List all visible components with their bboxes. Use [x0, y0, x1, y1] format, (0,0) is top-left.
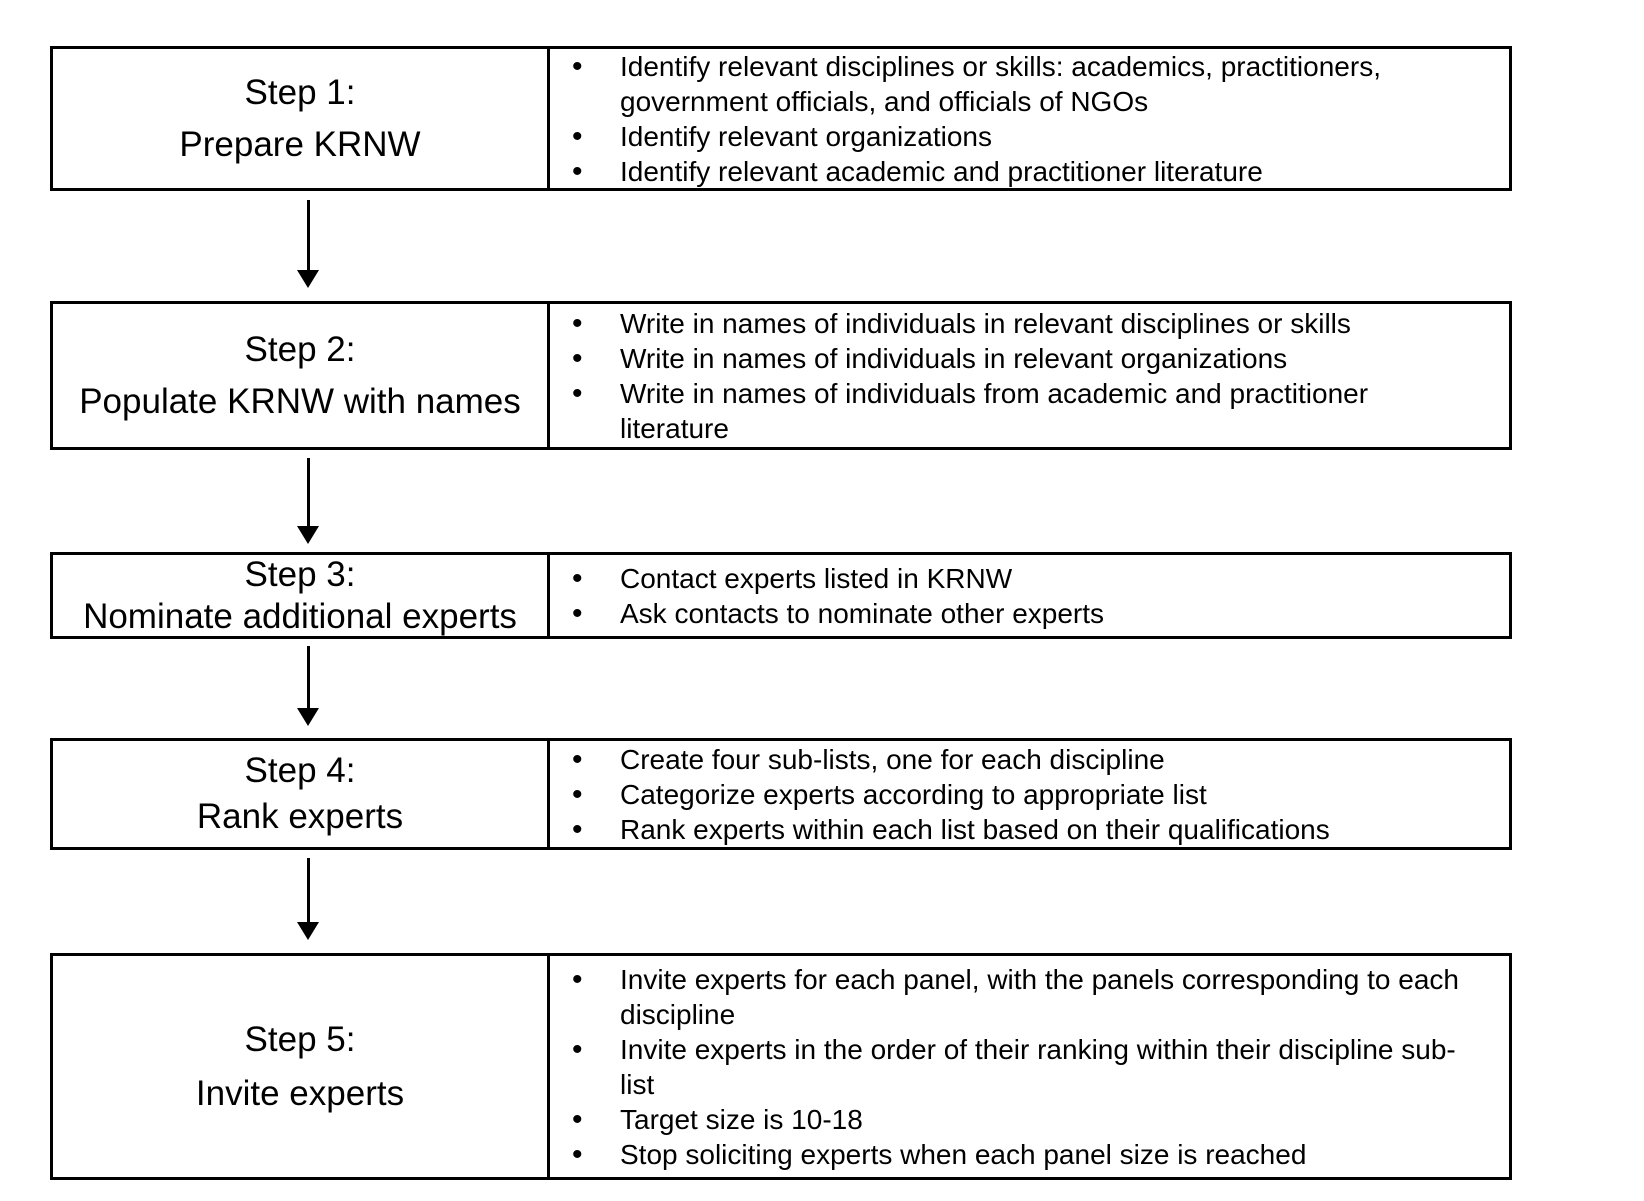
step-3-title: Nominate additional experts [83, 596, 517, 636]
step-5-box [50, 953, 1512, 1180]
arrow-head [297, 708, 319, 726]
arrow-head [297, 922, 319, 940]
step-3-bullet-list [550, 561, 1465, 631]
down-arrow-icon [290, 200, 326, 288]
bullet-item: • Invite experts in the order of their ranking within their discipline sub-list [550, 1032, 1465, 1102]
step-5-title: Invite experts [195, 1073, 405, 1113]
bullet-item: • Write in names of individuals from academic and practitioner literature [550, 376, 1465, 446]
step-5-bullet-list [550, 962, 1465, 1172]
step-2-title: Populate KRNW with names [79, 381, 521, 421]
arrow-shaft [307, 458, 310, 527]
bullet-item: • Contact experts listed in KRNW [550, 561, 1465, 596]
bullet-item: • Write in names of individuals in relevant disciplines or skills [550, 306, 1465, 341]
step-2-box [50, 301, 1512, 450]
down-arrow-icon [290, 858, 326, 940]
bullet-item: • Ask contacts to nominate other experts [550, 596, 1465, 631]
step-3-bullet-cell [550, 555, 1509, 636]
step-3-label-cell [53, 555, 550, 636]
arrow-shaft [307, 200, 310, 271]
step-4-bullet-list [550, 742, 1465, 847]
step-2-label-cell [53, 304, 550, 447]
step-1-label-cell [53, 49, 550, 188]
down-arrow-icon [290, 458, 326, 544]
step-2-bullet-list [550, 306, 1465, 446]
step-5-label-cell [53, 956, 550, 1177]
arrow-head [297, 270, 319, 288]
arrow-head [297, 526, 319, 544]
step-4-box [50, 738, 1512, 850]
bullet-item: • Stop soliciting experts when each panel size is reached [550, 1137, 1465, 1172]
down-arrow-icon [290, 646, 326, 726]
step-3-number: Step 3: [244, 555, 356, 594]
bullet-item: • Identify relevant organizations [550, 119, 1465, 154]
step-4-title: Rank experts [196, 797, 404, 836]
step-2-bullet-cell [550, 304, 1509, 447]
step-1-title: Prepare KRNW [179, 124, 421, 164]
step-4-bullet-cell [550, 741, 1509, 847]
step-5-bullet-cell [550, 956, 1509, 1177]
step-4-label-cell [53, 741, 550, 847]
bullet-item: • Identify relevant academic and practitioner literature [550, 154, 1465, 189]
bullet-item: • Write in names of individuals in relevant organizations [550, 341, 1465, 376]
arrow-shaft [307, 646, 310, 709]
step-1-bullet-cell [550, 49, 1509, 188]
step-3-box [50, 552, 1512, 639]
step-4-number: Step 4: [244, 751, 356, 790]
bullet-item: • Categorize experts according to appropriate list [550, 777, 1465, 812]
arrow-shaft [307, 858, 310, 923]
step-1-number: Step 1: [244, 72, 356, 112]
bullet-item: • Create four sub-lists, one for each discipline [550, 742, 1465, 777]
bullet-item: • Invite experts for each panel, with the panels corresponding to each discipline [550, 962, 1465, 1032]
step-5-number: Step 5: [244, 1019, 356, 1059]
bullet-item: • Identify relevant disciplines or skills: academics, practitioners, government officials, and officials of NGOs [550, 49, 1465, 119]
step-1-box [50, 46, 1512, 191]
step-1-bullet-list [550, 49, 1465, 189]
step-2-number: Step 2: [244, 329, 356, 369]
bullet-item: • Target size is 10-18 [550, 1102, 1465, 1137]
bullet-item: • Rank experts within each list based on their qualifications [550, 812, 1465, 847]
